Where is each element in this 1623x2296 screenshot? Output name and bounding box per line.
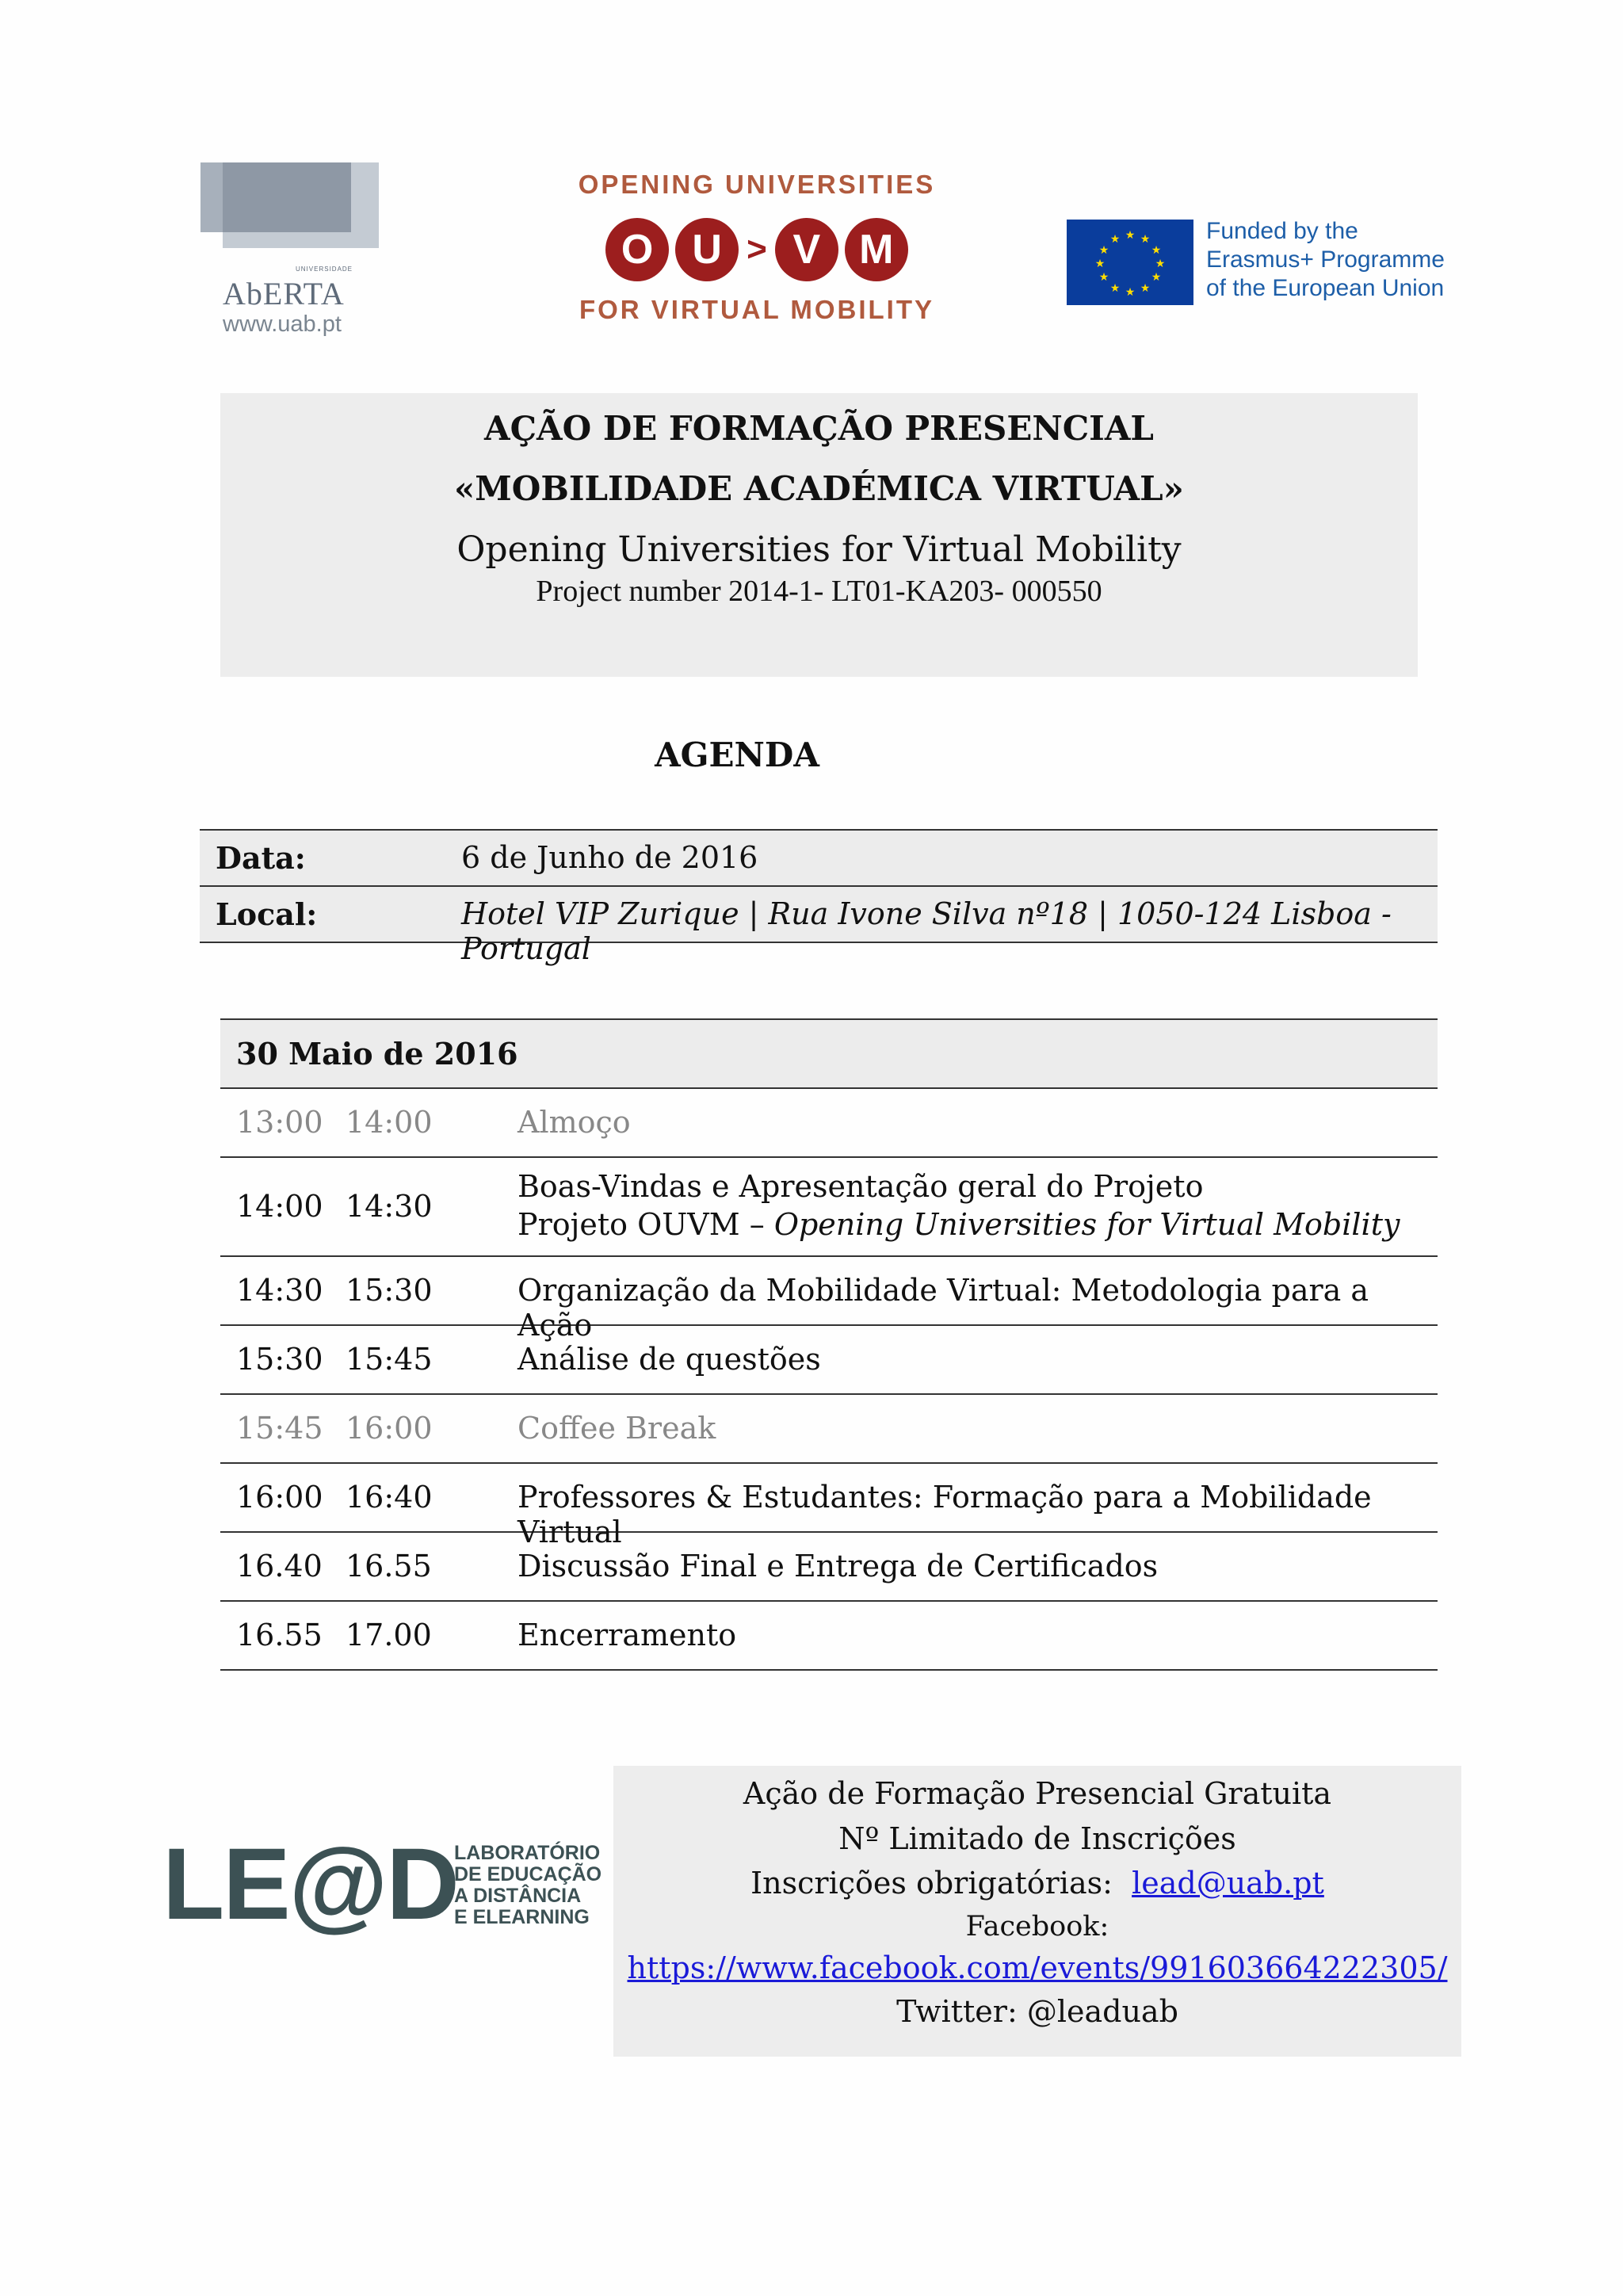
activity: Professores & Estudantes: Formação para a Mobilidade Virtual [517,1480,1372,1549]
end-time: 16:40 [346,1480,433,1515]
table-row [220,1602,1438,1671]
uab-url: www.uab.pt [223,311,342,337]
agenda-heading: AGENDA [655,735,819,774]
ouvm-circles [571,210,943,289]
email-link[interactable]: lead@uab.pt [1132,1866,1324,1901]
location-value: Hotel VIP Zurique | Rua Ivone Silva nº18 | 1050-124 Lisboa - Portugal [461,896,1392,966]
twitter-handle: Twitter: @leaduab [896,1994,1178,2029]
start-time: 14:30 [236,1273,323,1308]
location-row [200,885,1438,966]
start-time: 15:30 [236,1342,323,1377]
activity: Almoço [517,1105,631,1140]
mandatory-registration-line [613,1866,1461,1901]
eu-stars-icon [1067,220,1193,305]
svg-text:★: ★ [1140,282,1151,295]
lead-logo-subtitle [454,1843,601,1928]
table-row [220,1395,1438,1464]
lead-line-2: DE EDUCAÇÃO [454,1863,602,1885]
activity: Organização da Mobilidade Virtual: Metodologia para a Ação [517,1273,1369,1343]
activity-line-2 [517,1207,1400,1242]
ouvm-top-text: OPENING UNIVERSITIES [578,170,936,199]
ouvm-logo [571,166,943,333]
table-row [220,1257,1438,1343]
activity: Encerramento [517,1618,737,1652]
title-box [220,393,1418,677]
location-label: Local: [216,896,318,932]
activity-prefix: Projeto OUVM – [517,1207,774,1242]
end-time: 16.55 [346,1549,432,1584]
erasmus-line-1: Funded by the [1206,218,1358,244]
title-subtitle: Opening Universities for Virtual Mobility [456,529,1182,570]
start-time: 16.55 [236,1618,323,1652]
erasmus-funding-text [1206,217,1468,303]
table-row [220,1326,1438,1395]
table-row [220,1158,1438,1257]
date-row [200,829,1438,885]
uab-university-label: UNIVERSIDADE [296,266,353,273]
end-time: 16:00 [346,1411,433,1446]
svg-text:★: ★ [1098,271,1109,284]
activity: Coffee Break [517,1411,716,1446]
svg-text:★: ★ [1140,233,1151,246]
end-time: 14:30 [346,1189,433,1224]
lead-line-4: E ELEARNING [454,1906,590,1928]
svg-text:★: ★ [1109,233,1121,246]
schedule-header [220,1018,1438,1089]
start-time: 14:00 [236,1189,323,1224]
facebook-label: Facebook: [965,1911,1109,1943]
ouvm-letter-o: O [605,218,669,281]
free-training-text: Ação de Formação Presencial Gratuita [743,1776,1332,1811]
ouvm-arrow-icon: > [747,230,767,269]
start-time: 16.40 [236,1549,323,1584]
uab-name: AbERTA [223,276,345,311]
erasmus-line-2: Erasmus+ Programme [1206,246,1445,273]
uab-logo [200,162,379,337]
ouvm-bottom-text: FOR VIRTUAL MOBILITY [579,295,935,324]
title-line-2: «MOBILIDADE ACADÉMICA VIRTUAL» [454,469,1184,508]
schedule-date: 30 Maio de 2016 [236,1036,518,1072]
lead-logo-name: LE@D [162,1828,458,1941]
svg-text:★: ★ [1098,244,1109,257]
ouvm-letter-m: M [845,218,908,281]
activity-italic: Opening Universities for Virtual Mobility [773,1207,1400,1242]
ouvm-letter-v: V [775,218,838,281]
table-row [220,1089,1438,1158]
eu-flag-icon [1067,220,1193,305]
table-row [220,1464,1438,1549]
facebook-link-line [613,1950,1461,1985]
lead-line-1: LABORATÓRIO [454,1842,601,1864]
activity: Boas-Vindas e Apresentação geral do Projeto [517,1169,1204,1204]
project-number: Project number 2014-1- LT01-KA203- 000550 [536,575,1102,608]
svg-text:★: ★ [1155,258,1166,270]
date-label: Data: [216,840,306,876]
end-time: 14:00 [346,1105,433,1140]
end-time: 15:45 [346,1342,433,1377]
lead-line-3: A DISTÂNCIA [454,1885,582,1907]
svg-text:★: ★ [1109,282,1121,295]
svg-text:★: ★ [1151,244,1162,257]
date-value: 6 de Junho de 2016 [461,840,758,875]
table-row [220,1533,1438,1602]
svg-text:★: ★ [1125,229,1136,242]
svg-text:★: ★ [1151,271,1162,284]
start-time: 16:00 [236,1480,323,1515]
start-time: 13:00 [236,1105,323,1140]
svg-text:★: ★ [1094,258,1106,270]
end-time: 17.00 [346,1618,432,1652]
registration-info-box [613,1766,1461,2057]
facebook-link[interactable]: https://www.facebook.com/events/991603664222305/ [627,1950,1448,1985]
svg-text:★: ★ [1125,286,1136,299]
start-time: 15:45 [236,1411,323,1446]
limited-registration-text: Nº Limitado de Inscrições [838,1821,1236,1856]
mandatory-registration-label: Inscrições obrigatórias: [750,1866,1113,1901]
event-info-table [200,829,1438,966]
activity: Discussão Final e Entrega de Certificados [517,1549,1159,1584]
title-line-1: AÇÃO DE FORMAÇÃO PRESENCIAL [484,409,1154,448]
uab-logo-mark-icon [200,162,379,266]
erasmus-line-3: of the European Union [1206,275,1445,301]
ouvm-letter-u: U [675,218,739,281]
schedule-table [220,1018,1438,1671]
activity: Análise de questões [517,1342,821,1377]
end-time: 15:30 [346,1273,433,1308]
lead-logo [162,1828,606,1941]
